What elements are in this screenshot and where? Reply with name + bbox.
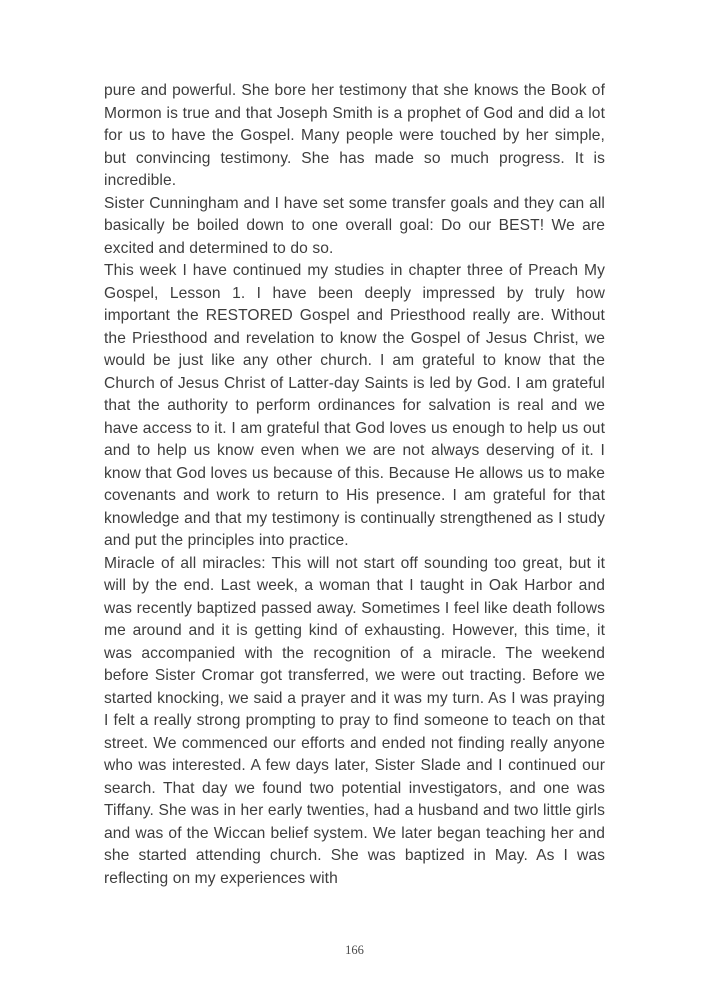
paragraph-4: Miracle of all miracles: This will not start off sounding too great, but it will by the end. Last week, a woman that I taught in Oak Harbor and was recently baptized passed away. Sometimes I feel like death follows me around and it is getting kind of exhausting. However, this time, it was accompanied with the recognition of a miracle. The weekend before Sister Cromar got transferred, we were out tracting. Before we started knocking, we said a prayer and it was my turn. As I was praying I felt a really strong prompting to pray to find someone to teach on that street. We commenced our efforts and ended not finding really anyone who was interested. A few days later, Sister Slade and I continued our search. That day we found two potential investigators, and one was Tiffany. She was in her early twenties, had a husband and two little girls and was of the Wiccan belief system. We later began teaching her and she started attending church. She was baptized in May. As I was reflecting on my experiences with — [104, 554, 605, 887]
page-text — [104, 80, 605, 890]
page-number: 166 — [345, 943, 364, 957]
paragraph-1: pure and powerful. She bore her testimony that she knows the Book of Mormon is true and that Joseph Smith is a prophet of God and did a lot for us to have the Gospel. Many people were touched by her simple, but convincing testimony. She has made so much progress. It is incredible. — [104, 82, 605, 189]
paragraph-3: This week I have continued my studies in chapter three of Preach My Gospel, Lesson 1. I have been deeply impressed by truly how important the RESTORED Gospel and Priesthood really are. Without the Priesthood and revelation to know the Gospel of Jesus Christ, we would be just like any other church. I am grateful to know that the Church of Jesus Christ of Latter-day Saints is led by God. I am grateful that the authority to perform ordinances for salvation is real and we have access to it. I am grateful that God loves us enough to help us out and to help us know even when we are not always deserving of it. I know that God loves us because of this. Because He allows us to make covenants and work to return to His presence. I am grateful for that knowledge and that my testimony is continually strengthened as I study and put the principles into practice. — [104, 262, 605, 549]
paragraph-2: Sister Cunningham and I have set some transfer goals and they can all basically be boiled down to one overall goal: Do our BEST! We are excited and determined to do so. — [104, 194, 605, 257]
